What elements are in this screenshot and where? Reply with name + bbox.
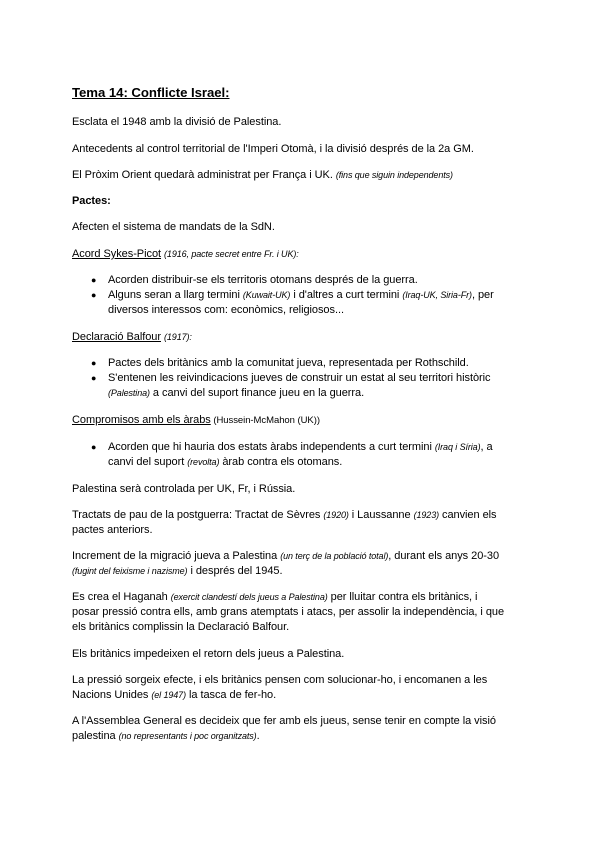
paragraph-8: Es crea el Haganah (exercit clandestí dels jueus a Palestina) per lluitar contra els britànics, i [72,591,478,603]
compromisos-heading: Compromisos amb els àrabs (Hussein-McMahon (UK)) [72,414,320,426]
balfour-bullet-2: S'entenen les reivindicacions jueves de construir un estat al seu territori històric [108,372,491,384]
page-title: Tema 14: Conflicte Israel: [72,85,230,100]
paragraph-11-cont: palestina (no representants i poc organitzats). [72,730,260,742]
compromisos-bullet-1: Acorden que hi hauria dos estats àrabs independents a curt termini (Iraq i Síria), a [108,441,493,453]
paragraph-5: Palestina serà controlada per UK, Fr, i Rússia. [72,483,296,495]
paragraph-6: Tractats de pau de la postguerra: Tractat de Sèvres (1920) i Laussanne (1923) canvien els [72,509,497,521]
paragraph-7: Increment de la migració jueva a Palestina (un terç de la població total), durant els anys 20-30 [72,550,500,562]
paragraph-1: Esclata el 1948 amb la divisió de Palestina. [72,116,282,128]
paragraph-10-cont: Nacions Unides (el 1947) la tasca de fer-ho. [72,689,277,701]
sykes-bullet-1: Acorden distribuir-se els territoris otomans després de la guerra. [108,274,418,286]
bullet-icon: ● [91,275,97,285]
paragraph-9: Els britànics impedeixen el retorn dels jueus a Palestina. [72,648,345,660]
paragraph-11: A l'Assemblea General es decideix que fer amb els jueus, sense tenir en compte la visió [72,715,496,727]
pactes-heading: Pactes: [72,195,111,207]
balfour-bullet-1: Pactes dels britànics amb la comunitat jueva, representada per Rothschild. [108,357,469,369]
compromisos-bullet-1-cont: canvi del suport (revolta) àrab contra els otomans. [108,456,343,468]
sykes-bullet-2-cont: diversos interessos com: econòmics, religiosos... [108,304,344,316]
bullet-icon: ● [91,442,97,452]
paragraph-7-cont: (fugint del feixisme i nazisme) i després del 1945. [72,565,283,577]
paragraph-8-cont2: els britànics complissin la Declaració Balfour. [72,621,290,633]
balfour-heading: Declaració Balfour (1917): [72,331,192,343]
paragraph-6-cont: pactes anteriors. [72,524,153,536]
paragraph-10: La pressió sorgeix efecte, i els britànics pensen com solucionar-ho, i encomanen a les [72,674,488,686]
bullet-icon: ● [91,358,97,368]
balfour-bullet-2-cont: (Palestina) a canvi del suport finance jueu en la guerra. [108,387,365,399]
paragraph-2: Antecedents al control territorial de l'Imperi Otomà, i la divisió després de la 2a GM. [72,143,474,155]
paragraph-3: El Pròxim Orient quedarà administrat per França i UK. (fins que siguin independents) [72,169,453,181]
bullet-icon: ● [91,373,97,383]
paragraph-4: Afecten el sistema de mandats de la SdN. [72,221,275,233]
sykes-bullet-2: Alguns seran a llarg termini (Kuwait-UK) i d'altres a curt termini (Iraq-UK, Siria-Fr), per [108,289,494,301]
paragraph-8-cont: posar pressió contra ells, amb grans atemptats i atacs, per assolir la independència, i que [72,606,505,618]
sykes-picot-heading: Acord Sykes-Picot (1916, pacte secret entre Fr. i UK): [72,248,299,260]
bullet-icon: ● [91,290,97,300]
